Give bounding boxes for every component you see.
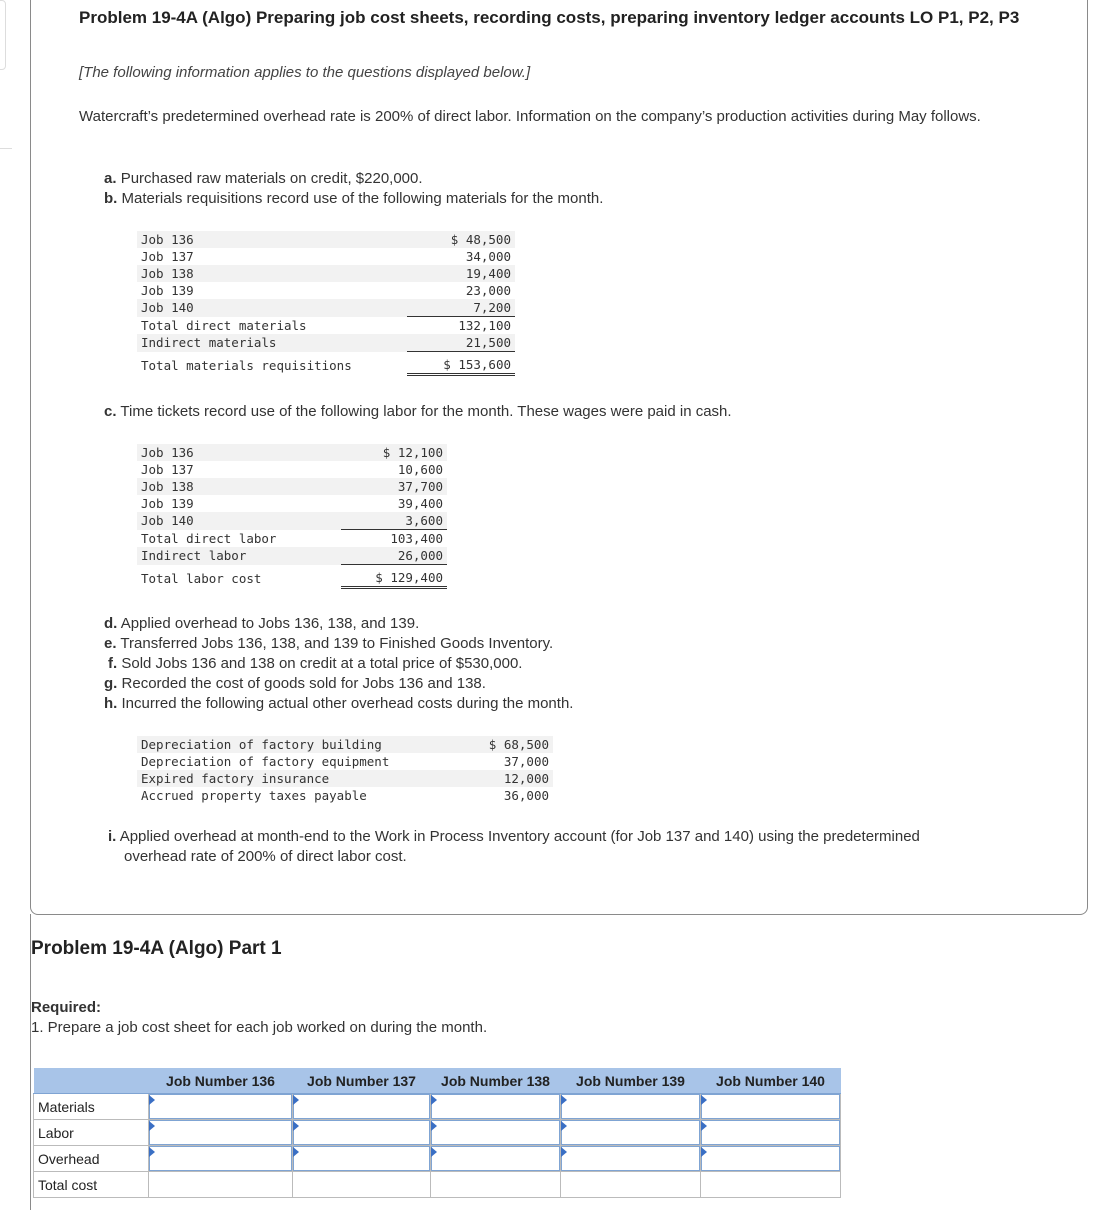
table-row: Job 137 10,600 xyxy=(141,462,443,477)
input[interactable] xyxy=(149,1120,292,1145)
input[interactable] xyxy=(149,1146,292,1171)
row-label-materials: Materials xyxy=(34,1094,149,1120)
table-row: Total labor cost $ 129,400 xyxy=(137,565,447,588)
input[interactable] xyxy=(431,1146,560,1171)
required-label: Required: xyxy=(31,999,102,1016)
materials-136-input[interactable] xyxy=(149,1094,293,1120)
table-row: Job 136 $ 12,100 xyxy=(137,444,447,461)
materials-138-input[interactable] xyxy=(431,1094,561,1120)
total-137 xyxy=(293,1172,431,1198)
input[interactable] xyxy=(293,1146,430,1171)
col-job-137: Job Number 137 xyxy=(293,1068,431,1094)
overhead-table xyxy=(137,736,553,804)
side-tab xyxy=(0,0,6,70)
total-138 xyxy=(431,1172,561,1198)
materials-139-input[interactable] xyxy=(561,1094,701,1120)
side-divider xyxy=(0,148,12,149)
total-139 xyxy=(561,1172,701,1198)
total-140 xyxy=(701,1172,841,1198)
table-row: Job 138 37,700 xyxy=(137,478,447,495)
item-f: f. Sold Jobs 136 and 138 on credit at a total price of $530,000. xyxy=(108,655,523,672)
item-g: g. Recorded the cost of goods sold for Jobs 136 and 138. xyxy=(104,675,486,692)
input[interactable] xyxy=(701,1094,840,1119)
overhead-136-input[interactable] xyxy=(149,1146,293,1172)
labor-140-input[interactable] xyxy=(701,1120,841,1146)
row-label-overhead: Overhead xyxy=(34,1146,149,1172)
overhead-140-input[interactable] xyxy=(701,1146,841,1172)
table-row: Total direct materials 132,100 xyxy=(141,317,511,333)
item-b: b. Materials requisitions record use of the following materials for the month. xyxy=(104,190,604,207)
table-row: Depreciation of factory building $ 68,500 xyxy=(137,736,553,753)
table-row: Job 136 $ 48,500 xyxy=(137,231,515,248)
table-row: Job 137 34,000 xyxy=(141,249,511,264)
col-job-136: Job Number 136 xyxy=(149,1068,293,1094)
table-row: Expired factory insurance 12,000 xyxy=(137,770,553,787)
labor-137-input[interactable] xyxy=(293,1120,431,1146)
table-row xyxy=(34,1146,841,1172)
input[interactable] xyxy=(149,1094,292,1119)
table-row: Indirect materials 21,500 xyxy=(137,334,515,352)
materials-140-input[interactable] xyxy=(701,1094,841,1120)
input[interactable] xyxy=(701,1120,840,1145)
table-row: Indirect labor 26,000 xyxy=(137,547,447,565)
input[interactable] xyxy=(293,1120,430,1145)
item-d: d. Applied overhead to Jobs 136, 138, and 139. xyxy=(104,615,420,632)
job-cost-table xyxy=(33,1068,841,1198)
table-row: Job 140 3,600 xyxy=(137,512,447,530)
table-header-row xyxy=(34,1068,841,1094)
input[interactable] xyxy=(561,1120,700,1145)
table-row xyxy=(34,1094,841,1120)
problem-title: Problem 19-4A (Algo) Preparing job cost sheets, recording costs, preparing inventory ledger accounts LO P1, P2, P3 xyxy=(79,8,1020,27)
overhead-137-input[interactable] xyxy=(293,1146,431,1172)
input[interactable] xyxy=(561,1146,700,1171)
item-c: c. Time tickets record use of the following labor for the month. These wages were paid in cash. xyxy=(104,403,732,420)
table-row: Total direct labor 103,400 xyxy=(141,530,443,546)
input[interactable] xyxy=(701,1146,840,1171)
item-e: e. Transferred Jobs 136, 138, and 139 to Finished Goods Inventory. xyxy=(104,635,554,652)
header-blank xyxy=(34,1068,149,1094)
materials-table xyxy=(137,231,515,376)
item-a: a. Purchased raw materials on credit, $220,000. xyxy=(104,170,423,187)
table-row: Job 138 19,400 xyxy=(137,265,515,282)
row-label-total-cost: Total cost xyxy=(34,1172,149,1198)
table-row: Accrued property taxes payable 36,000 xyxy=(141,788,549,803)
table-row: Job 139 39,400 xyxy=(141,496,443,511)
table-row: Depreciation of factory equipment 37,000 xyxy=(141,754,549,769)
required-section xyxy=(31,998,487,1038)
col-job-140: Job Number 140 xyxy=(701,1068,841,1094)
labor-138-input[interactable] xyxy=(431,1120,561,1146)
overhead-138-input[interactable] xyxy=(431,1146,561,1172)
labor-136-input[interactable] xyxy=(149,1120,293,1146)
labor-table xyxy=(137,444,447,589)
input[interactable] xyxy=(561,1094,700,1119)
table-row: Total materials requisitions $ 153,600 xyxy=(137,352,515,375)
item-h: h. Incurred the following actual other overhead costs during the month. xyxy=(104,695,574,712)
table-row xyxy=(34,1120,841,1146)
overhead-139-input[interactable] xyxy=(561,1146,701,1172)
item-i: i. Applied overhead at month-end to the Work in Process Inventory account (for Job 137 and 140) using the predetermined overhead rate of 200% of direct labor cost. xyxy=(108,828,920,865)
intro-paragraph: Watercraft’s predetermined overhead rate is 200% of direct labor. Information on the company’s production activities during May follows. xyxy=(79,108,981,125)
table-row: Job 140 7,200 xyxy=(137,299,515,317)
table-row xyxy=(34,1172,841,1198)
total-136 xyxy=(149,1172,293,1198)
part-heading: Problem 19-4A (Algo) Part 1 xyxy=(31,938,282,959)
input[interactable] xyxy=(293,1094,430,1119)
table-row: Job 139 23,000 xyxy=(141,283,511,298)
input[interactable] xyxy=(431,1094,560,1119)
materials-137-input[interactable] xyxy=(293,1094,431,1120)
input[interactable] xyxy=(431,1120,560,1145)
info-note: [The following information applies to the questions displayed below.] xyxy=(79,64,531,81)
labor-139-input[interactable] xyxy=(561,1120,701,1146)
col-job-138: Job Number 138 xyxy=(431,1068,561,1094)
required-text: 1. Prepare a job cost sheet for each job worked on during the month. xyxy=(31,1019,488,1036)
col-job-139: Job Number 139 xyxy=(561,1068,701,1094)
row-label-labor: Labor xyxy=(34,1120,149,1146)
